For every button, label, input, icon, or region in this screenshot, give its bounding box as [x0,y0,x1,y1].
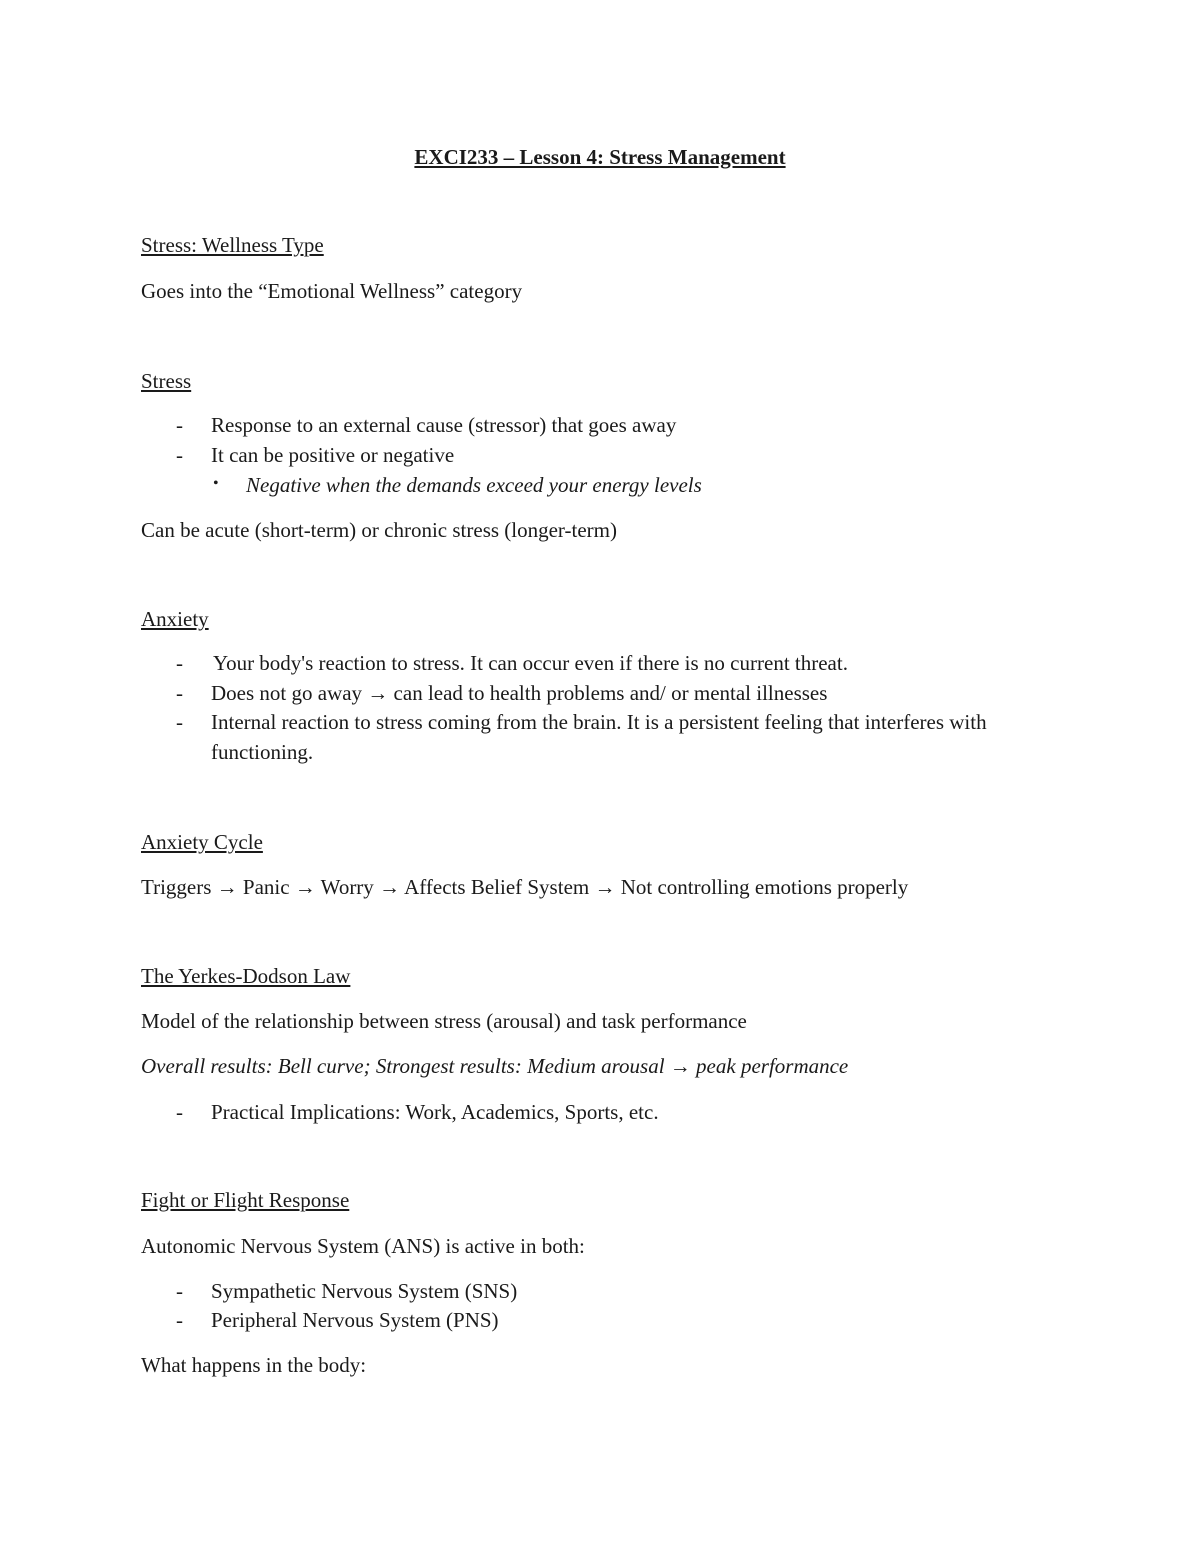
heading-fight-or-flight: Fight or Flight Response [141,1188,350,1212]
bullet-marker: - [176,681,183,705]
anxiety-bullet-1: Your body's reaction to stress. It can occur even if there is no current threat. [213,651,848,675]
fight-or-flight-closing: What happens in the body: [141,1353,367,1377]
yerkes-dodson-text: Model of the relationship between stress (arousal) and task performance [141,1009,747,1033]
anxiety-cycle-text: Triggers → Panic → Worry → Affects Belief System → Not controlling emotions properly [141,875,909,899]
document-title: EXCI233 – Lesson 4: Stress Management [414,145,786,169]
yerkes-dodson-results: Overall results: Bell curve; Strongest results: Medium arousal → peak performance [141,1054,849,1078]
wellness-type-text: Goes into the “Emotional Wellness” category [141,279,523,303]
stress-sub-bullet: Negative when the demands exceed your energy levels [246,473,702,497]
bullet-marker: - [176,710,183,734]
anxiety-bullet-2: Does not go away → can lead to health problems and/ or mental illnesses [211,681,828,705]
stress-text: Can be acute (short-term) or chronic stress (longer-term) [141,518,617,542]
bullet-marker: - [176,651,183,675]
heading-yerkes-dodson: The Yerkes-Dodson Law [141,964,351,988]
stress-bullet-1: Response to an external cause (stressor) that goes away [211,413,677,437]
heading-stress: Stress [141,369,192,393]
heading-anxiety: Anxiety [141,607,209,631]
heading-anxiety-cycle: Anxiety Cycle [141,830,263,854]
heading-wellness-type: Stress: Wellness Type [141,233,324,257]
anxiety-bullet-3: Internal reaction to stress coming from the brain. It is a persistent feeling that interferes with functioning. [211,710,987,764]
yerkes-dodson-bullet-1: Practical Implications: Work, Academics, Sports, etc. [211,1100,659,1124]
bullet-marker: - [176,1308,183,1332]
fight-or-flight-text: Autonomic Nervous System (ANS) is active in both: [141,1234,585,1258]
sub-bullet-marker: • [213,475,219,492]
fight-or-flight-bullet-1: Sympathetic Nervous System (SNS) [211,1279,518,1303]
bullet-marker: - [176,1279,183,1303]
bullet-marker: - [176,1100,183,1124]
bullet-marker: - [176,443,183,467]
fight-or-flight-bullet-2: Peripheral Nervous System (PNS) [211,1308,499,1332]
stress-bullet-2: It can be positive or negative [211,443,455,467]
bullet-marker: - [176,413,183,437]
